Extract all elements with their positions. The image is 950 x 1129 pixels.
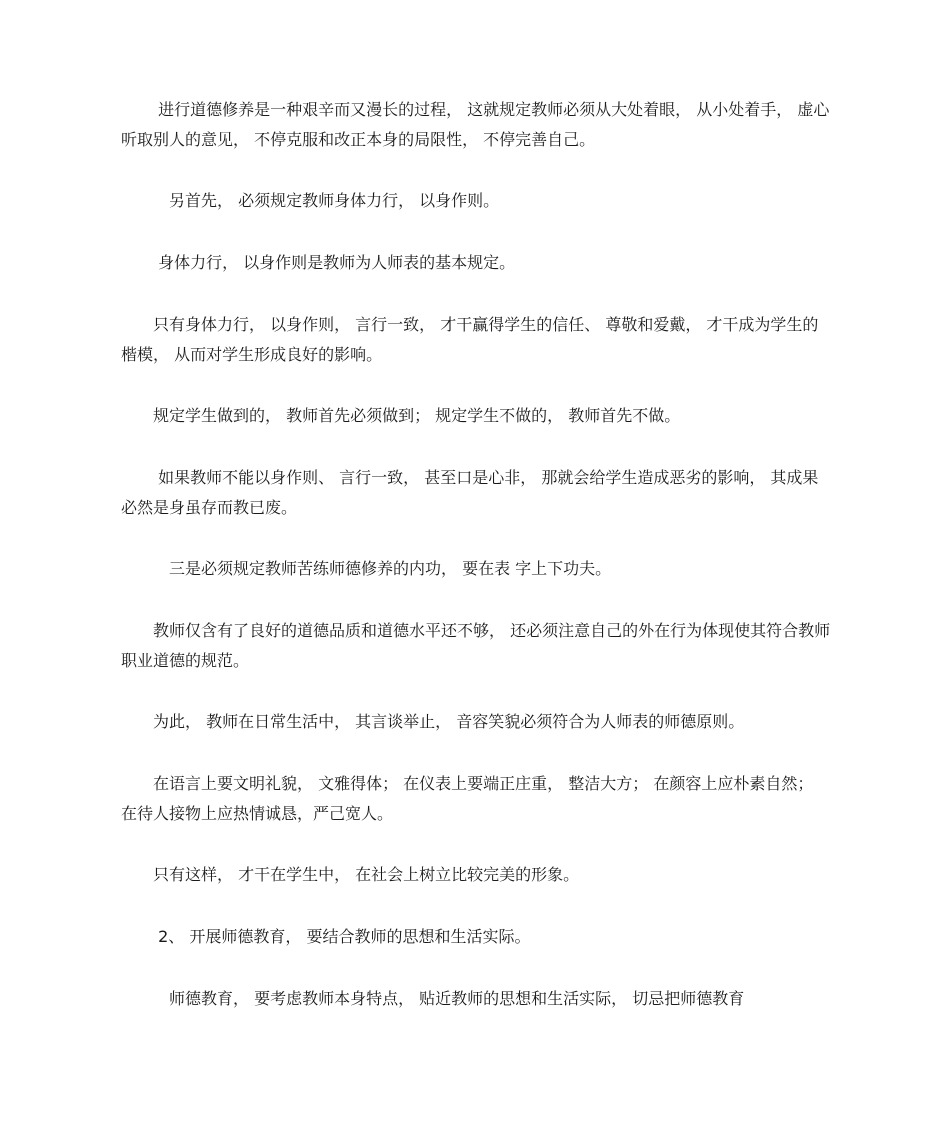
paragraph: 在语言上要文明礼貌， 文雅得体； 在仪表上要端正庄重， 整洁大方； 在颜容上应朴素自然； 在待人接物上应热情诚恳，严己宽人。 [121, 774, 819, 823]
paragraph: 另首先， 必须规定教师身体力行， 以身作则。 [121, 191, 500, 210]
paragraph: 教师仅含有了良好的道德品质和道德水平还不够， 还必须注意自己的外在行为体现使其符合教师职业道德的规范。 [121, 621, 831, 670]
paragraph: 师德教育， 要考虑教师本身特点， 贴近教师的思想和生活实际， 切忌把师德教育 [121, 989, 745, 1008]
paragraph: 只有身体力行， 以身作则， 言行一致， 才干赢得学生的信任、 尊敬和爱戴， 才干成为学生的楷模， 从而对学生形成良好的影响。 [121, 315, 819, 364]
paragraph: 进行道德修养是一种艰辛而又漫长的过程， 这就规定教师必须从大处着眼， 从小处着手， 虚心听取别人的意见， 不停克服和改正本身的局限性， 不停完善自己。 [121, 100, 830, 149]
paragraph: 为此， 教师在日常生活中， 其言谈举止， 音容笑貌必须符合为人师表的师德原则。 [121, 712, 745, 731]
paragraph: 身体力行， 以身作则是教师为人师表的基本规定。 [121, 253, 516, 272]
paragraph: 2、 开展师德教育， 要结合教师的思想和生活实际。 [121, 927, 531, 946]
paragraph: 规定学生做到的， 教师首先必须做到； 规定学生不做的， 教师首先不做。 [121, 406, 681, 425]
paragraph: 三是必须规定教师苦练师德修养的内功， 要在表 字上下功夫。 [121, 559, 612, 578]
paragraph: 只有这样， 才干在学生中， 在社会上树立比较完美的形象。 [121, 865, 580, 884]
paragraph: 如果教师不能以身作则、 言行一致， 甚至口是心非， 那就会给学生造成恶劣的影响， 其成果必然是身虽存而教已废。 [121, 468, 819, 517]
